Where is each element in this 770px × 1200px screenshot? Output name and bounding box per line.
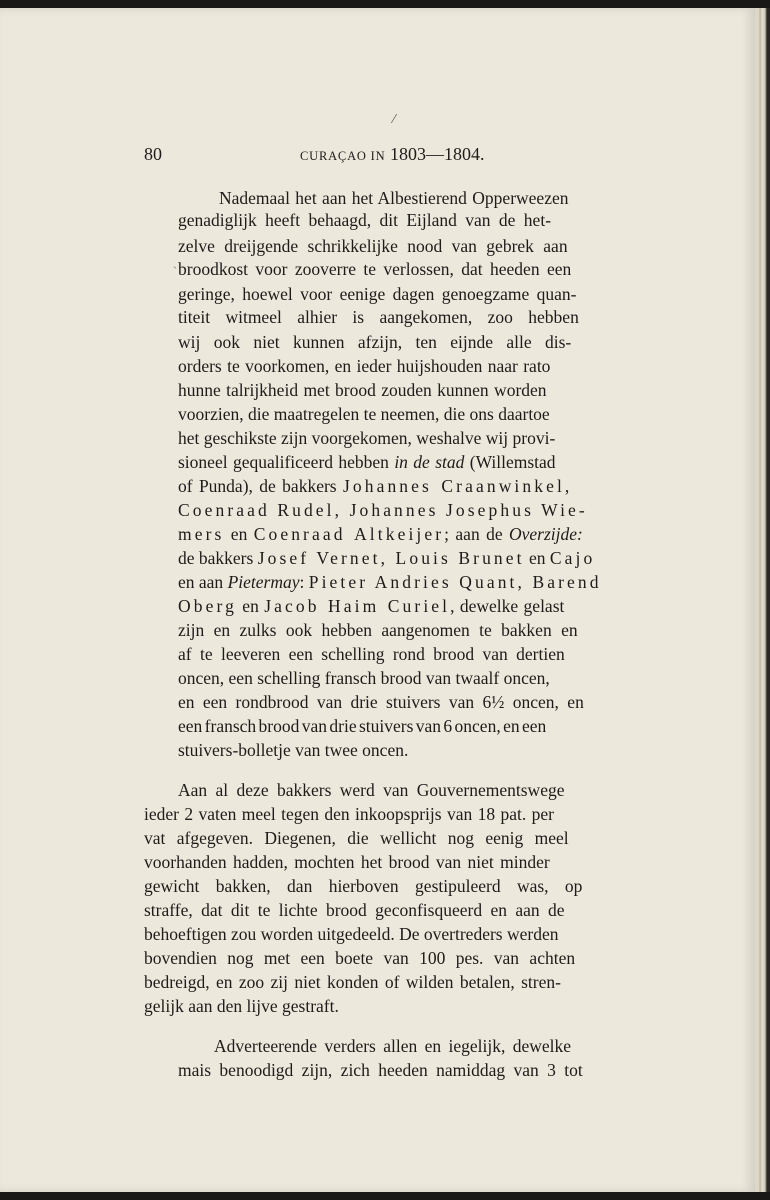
ink-speck: ⁄ [393,112,396,126]
text-line: Oberg en Jacob Haim Curiel, dewelke gelast [178,596,565,616]
text-line: Adverteerende verders allen en iegelijk, dewelke [214,1036,572,1056]
text-line: broodkost voor zooverre te verlossen, dat heeden een [178,259,572,279]
ink-speck: ˎ [173,255,177,269]
running-title-years: 1803—1804. [389,144,485,164]
text-line: sioneel gequalificeerd hebben in de stad (Willemstad [178,452,556,472]
text-line: zelve dreijgende schrikkelijke nood van gebrek aan [178,236,568,256]
text-line: en aan Pietermay: Pieter Andries Quant, Barend [178,572,602,592]
text-line: titeit witmeel alhier is aangekomen, zoo hebben [178,307,579,327]
text-line: de bakkers Josef Vernet, Louis Brunet en Cajo [178,548,596,568]
text-line: en een rondbrood van drie stuivers van 6½ oncen, en [178,692,584,712]
running-title-smallcaps: CURAÇAO IN [300,149,386,163]
text-line: ieder 2 vaten meel tegen den inkoopsprijs van 18 pat. per [144,804,554,824]
text-line: oncen, een schelling fransch brood van twaalf oncen, [178,668,550,688]
text-line: voorhanden hadden, mochten het brood van niet minder [144,852,550,872]
text-line: mais benoodigd zijn, zich heeden namiddag van 3 tot [178,1060,583,1080]
text-line: zijn en zulks ook hebben aangenomen te bakken en [178,620,578,640]
page-number: 80 [144,144,162,164]
person-names: Pieter Andries Quant, Barend [308,572,602,592]
text-line: orders te voorkomen, en ieder huijshouden naar rato [178,356,551,376]
text-line: geringe, hoewel voor eenige dagen genoegzame quan- [178,284,577,304]
text-line: behoeftigen zou worden uitgedeeld. De overtreders werden [144,924,559,944]
text-line: af te leeveren een schelling rond brood van dertien [178,644,565,664]
text-line: het geschikste zijn voorgekomen, weshalve wij provi- [178,428,556,448]
person-names: Jacob Haim Curiel [264,596,451,616]
text-line: genadiglijk heeft behaagd, dit Eijland van de het- [178,210,552,230]
text-line: of Punda), de bakkers Johannes Craanwinkel, [178,476,573,496]
text-line: Nademaal het aan het Albestierend Opperweezen [219,188,569,208]
text-line: straffe, dat dit te lichte brood geconfisqueerd en aan de [144,900,565,920]
person-names: Coenraad Altkeijer [253,524,445,544]
text-line [178,500,588,521]
page-edge [755,8,770,1192]
text-line: stuivers-bolletje van twee oncen. [178,740,409,760]
text-line: mers en Coenraad Altkeijer; aan de Overzijde: [178,524,583,544]
person-names: Johannes Craanwinkel, [342,476,573,496]
text-line: voorzien, die maatregelen te neemen, die ons daartoe [178,404,550,424]
place-name: Pietermay [227,572,300,592]
text-line: bovendien nog met een boete van 100 pes. van achten [144,948,576,968]
text-line: Aan al deze bakkers werd van Gouvernementswege [178,780,565,800]
person-names: Josef Vernet, Louis Brunet [257,548,525,568]
text-line: een fransch brood van drie stuivers van 6 oncen, en een [178,716,547,736]
person-names: Coenraad Rudel, Johannes Josephus Wie- [178,500,588,520]
text-line: gewicht bakken, dan hierboven gestipuleerd was, op [144,876,583,896]
place-name: Overzijde: [508,524,583,544]
text-line: hunne talrijkheid met brood zouden kunnen worden [178,380,547,400]
person-names: Cajo [549,548,596,568]
place-name: in de stad [394,452,465,472]
text-line: bedreigd, en zoo zij niet konden of wilden betalen, stren- [144,972,561,992]
text-line: wij ook niet kunnen afzijn, ten eijnde alle dis- [178,332,572,352]
text-line: vat afgegeven. Diegenen, die wellicht nog eenig meel [144,828,569,848]
running-title [300,144,484,165]
text-line: gelijk aan den lijve gestraft. [144,996,339,1016]
